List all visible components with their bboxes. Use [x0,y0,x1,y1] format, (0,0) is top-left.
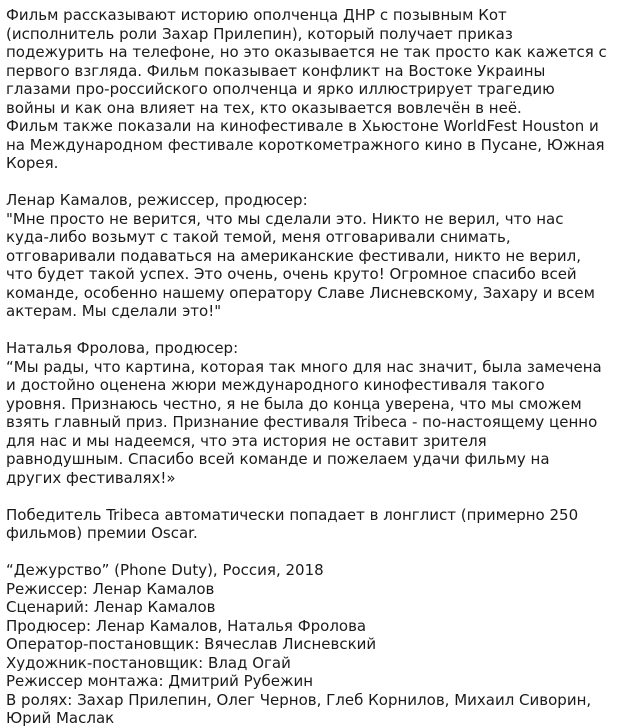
credits-production-designer: Художник-постановщик: Влад Огай [6,653,291,672]
paragraph-gap [6,487,614,506]
credits-editor: Режиссер монтажа: Дмитрий Рубежин [6,672,314,690]
oscar-note: Победитель Tribeca автоматически попадает в лонглист (примерно 250 фильмов) премии Oscar. [6,505,579,542]
credits-block [6,561,614,728]
quote2-text: “Мы рады, что картина, которая так много для нас значит, была замечена и достойно оценена жюри международного кинофестиваля такого уровня. Признаюсь честно, я не была до конца уверена, что мы сможем взять главный приз. Признание фестиваля Tribeca - по-настоящему ценно для нас и мы надеемся, что эта история не оставит зрителя равнодушным. Спасибо всей команде и пожелаем удачи фильму на других фестивалях!» [6,357,602,487]
quote1-author: Ленар Камалов, режиссер, продюсер: [6,191,308,209]
paragraph-gap [6,173,614,192]
quote1-text: "Мне просто не верится, что мы сделали это. Никто не верил, что нас куда-либо возьмут с такой темой, меня отговаривали снимать, отговаривали подаваться на американские фестивали, никто не верил, что будет такой успех. Это очень, очень круто! Огромное спасибо всей команде, особенно нашему оператору Славе Лисневскому, Захару и всем актерам. Мы сделали это!" [6,209,595,320]
credits-writer: Сценарий: Ленар Камалов [6,598,216,616]
credits-director: Режиссер: Ленар Камалов [6,579,215,598]
intro-paragraph: Фильм рассказывают историю ополченца ДНР с позывным Кот (исполнитель роли Захар Прилепин), который получает приказ подежурить на телефоне, но это оказывается не так просто как кажется с первого взгляда. Фильм показывает конфликт на Востоке Украины глазами про-российского ополченца и ярко иллюстрирует трагедию войны и как она влияет на тех, кто оказывается вовлечён в неё. Фильм также показали на кинофестивале в Хьюстоне WorldFest Houston и на Международном фестивале короткометражного кино в Пусане, Южная Корея. [6,6,607,172]
credits-cast: В ролях: Захар Прилепин, Олег Чернов, Глеб Корнилов, Михаил Сиворин, Юрий Маслак [6,690,592,727]
paragraph-gap [6,543,614,562]
credits-cinematographer: Оператор-постановщик: Вячеслав Лисневский [6,635,377,653]
paragraph-gap [6,321,614,340]
credits-producers: Продюсер: Ленар Камалов, Наталья Фролова [6,616,367,635]
quote2-author: Наталья Фролова, продюсер: [6,339,239,357]
credits-title: “Дежурство” (Phone Duty), Россия, 2018 [6,561,324,579]
